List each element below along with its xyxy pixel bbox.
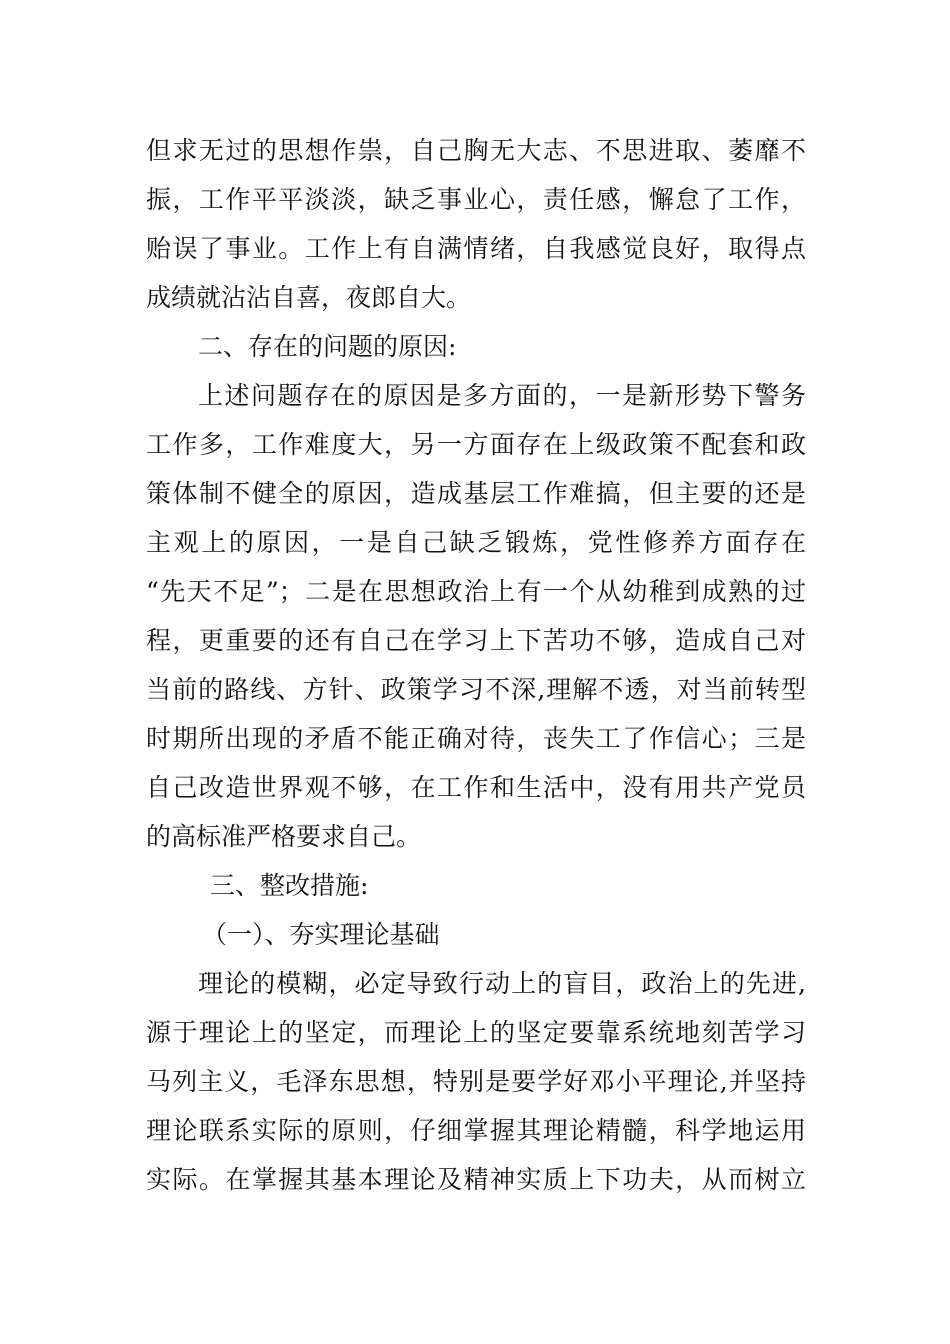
paragraph-line: 实际。在掌握其基本理论及精神实质上下功夫，从而树立 bbox=[146, 1165, 806, 1194]
paragraph-line: 振，工作平平淡淡，缺乏事业心，责任感，懈怠了工作， bbox=[146, 185, 806, 214]
subsection-heading: （一）、夯实理论基础 bbox=[202, 920, 440, 949]
paragraph-line: 源于理论上的坚定，而理论上的坚定要靠系统地刻苦学习 bbox=[146, 1018, 806, 1047]
section-heading-2: 二、存在的问题的原因: bbox=[198, 332, 457, 361]
document-body bbox=[146, 126, 806, 1204]
paragraph-line: 成绩就沾沾自喜，夜郎自大。 bbox=[146, 283, 472, 312]
paragraph-line: 马列主义，毛泽东思想，特别是要学好邓小平理论,并坚持 bbox=[146, 1067, 806, 1096]
paragraph-line: 时期所出现的矛盾不能正确对待，丧失工了作信心；三是 bbox=[146, 724, 806, 753]
paragraph-line: 自己改造世界观不够，在工作和生活中，没有用共产党员 bbox=[146, 773, 806, 802]
paragraph-line: 但求无过的思想作祟，自己胸无大志、不思进取、萎靡不 bbox=[146, 136, 806, 165]
paragraph-line: 上述问题存在的原因是多方面的，一是新形势下警务 bbox=[198, 381, 806, 410]
section-heading-3: 三、整改措施: bbox=[210, 871, 369, 900]
paragraph-line: 工作多，工作难度大，另一方面存在上级政策不配套和政 bbox=[146, 430, 806, 459]
paragraph-line: 当前的路线、方针、政策学习不深,理解不透，对当前转型 bbox=[146, 675, 806, 704]
paragraph-line: 的高标准严格要求自己。 bbox=[146, 822, 422, 851]
paragraph-line: “先天不足”；二是在思想政治上有一个从幼稚到成熟的过 bbox=[146, 577, 806, 606]
paragraph-line: 程，更重要的还有自己在学习上下苦功不够，造成自己对 bbox=[146, 626, 806, 655]
paragraph-line: 主观上的原因，一是自己缺乏锻炼，党性修养方面存在 bbox=[146, 528, 806, 557]
paragraph-line: 贻误了事业。工作上有自满情绪，自我感觉良好，取得点 bbox=[146, 234, 806, 263]
paragraph-line: 理论联系实际的原则，仔细掌握其理论精髓，科学地运用 bbox=[146, 1116, 806, 1145]
paragraph-line: 策体制不健全的原因，造成基层工作难搞，但主要的还是 bbox=[146, 479, 806, 508]
paragraph-line: 理论的模糊，必定导致行动上的盲目，政治上的先进, bbox=[198, 969, 806, 998]
